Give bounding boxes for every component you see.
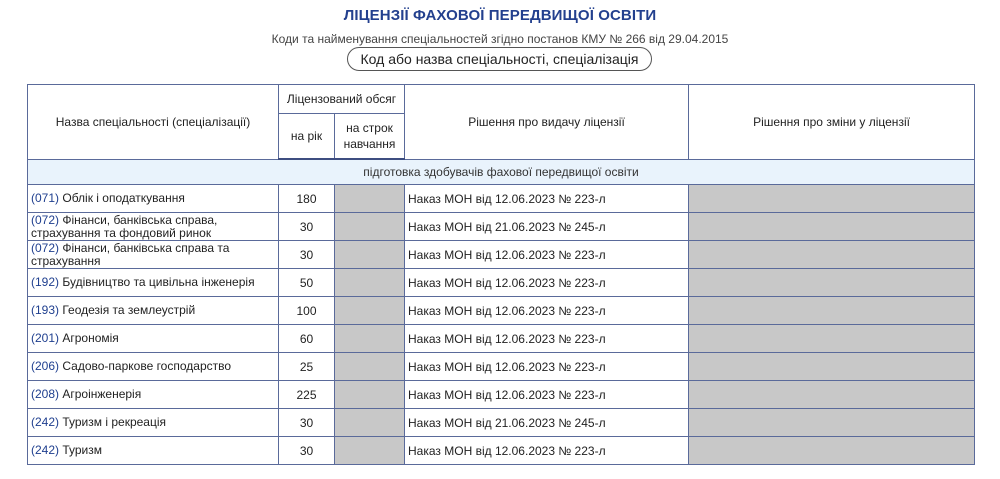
changes-cell: [689, 297, 975, 325]
col-header-per-term: на строк навчання: [335, 114, 405, 160]
table-row: [28, 297, 975, 325]
per-term-cell: [335, 213, 405, 241]
specialty-name: Агроінженерія: [62, 387, 142, 401]
specialty-code-link[interactable]: (208): [31, 387, 60, 401]
specialty-name: Туризм і рекреація: [62, 415, 166, 429]
specialty-cell: [28, 269, 279, 297]
per-year-cell: 30: [279, 409, 335, 437]
table-row: [28, 353, 975, 381]
display-mode-button[interactable]: Код або назва спеціальності, спеціалізація: [347, 47, 652, 71]
per-year-cell: 225: [279, 381, 335, 409]
table-row: [28, 185, 975, 213]
changes-cell: [689, 241, 975, 269]
changes-cell: [689, 409, 975, 437]
per-year-cell: 50: [279, 269, 335, 297]
specialty-name: Фінанси, банківська справа, страхування та фондовий ринок: [31, 212, 218, 240]
specialty-code-link[interactable]: (072): [31, 212, 60, 227]
specialty-name: Облік і оподаткування: [62, 191, 185, 205]
table-row: [28, 325, 975, 353]
decision-cell: Наказ МОН від 12.06.2023 № 223-л: [405, 241, 689, 269]
specialty-cell: [28, 185, 279, 213]
decision-cell: Наказ МОН від 12.06.2023 № 223-л: [405, 325, 689, 353]
specialty-cell: [28, 213, 279, 241]
decision-cell: Наказ МОН від 12.06.2023 № 223-л: [405, 437, 689, 465]
specialty-name: Туризм: [62, 443, 103, 457]
per-term-cell: [335, 381, 405, 409]
per-year-cell: 30: [279, 213, 335, 241]
col-header-changes: Рішення про зміни у ліцензії: [689, 85, 975, 160]
specialty-cell: [28, 381, 279, 409]
per-term-cell: [335, 241, 405, 269]
specialty-cell: [28, 241, 279, 269]
changes-cell: [689, 325, 975, 353]
col-header-name: Назва спеціальності (спеціалізації): [28, 85, 279, 160]
table-row: [28, 409, 975, 437]
changes-cell: [689, 353, 975, 381]
specialty-name: Садово-паркове господарство: [62, 359, 232, 373]
per-term-cell: [335, 269, 405, 297]
per-term-cell: [335, 325, 405, 353]
specialty-name: Фінанси, банківська справа та страхування: [31, 240, 230, 268]
per-term-cell: [335, 185, 405, 213]
changes-cell: [689, 185, 975, 213]
per-year-cell: 30: [279, 437, 335, 465]
table-row: [28, 241, 975, 269]
per-year-cell: 60: [279, 325, 335, 353]
specialty-code-link[interactable]: (071): [31, 191, 60, 205]
section-row: підготовка здобувачів фахової передвищої освіти: [28, 159, 975, 185]
changes-cell: [689, 437, 975, 465]
specialty-code-link[interactable]: (242): [31, 415, 60, 429]
table-row: [28, 213, 975, 241]
col-header-decision: Рішення про видачу ліцензії: [405, 85, 689, 160]
per-term-cell: [335, 297, 405, 325]
changes-cell: [689, 213, 975, 241]
specialty-name: Геодезія та землеустрій: [62, 303, 196, 317]
page-title: ЛІЦЕНЗІЇ ФАХОВОЇ ПЕРЕДВИЩОЇ ОСВІТИ: [343, 7, 657, 24]
specialty-cell: [28, 437, 279, 465]
per-year-cell: 25: [279, 353, 335, 381]
per-year-cell: 180: [279, 185, 335, 213]
table-row: [28, 269, 975, 297]
decision-cell: Наказ МОН від 12.06.2023 № 223-л: [405, 185, 689, 213]
per-year-cell: 30: [279, 241, 335, 269]
per-term-cell: [335, 353, 405, 381]
specialty-cell: [28, 409, 279, 437]
specialty-cell: [28, 353, 279, 381]
specialty-code-link[interactable]: (192): [31, 275, 60, 289]
decision-cell: Наказ МОН від 21.06.2023 № 245-л: [405, 213, 689, 241]
decision-cell: Наказ МОН від 12.06.2023 № 223-л: [405, 381, 689, 409]
per-term-cell: [335, 437, 405, 465]
changes-cell: [689, 381, 975, 409]
specialty-cell: [28, 325, 279, 353]
table-row: [28, 437, 975, 465]
page-subtitle: Коди та найменування спеціальностей згідно постанов КМУ № 266 від 29.04.2015: [271, 32, 729, 46]
per-term-cell: [335, 409, 405, 437]
specialty-code-link[interactable]: (201): [31, 331, 60, 345]
decision-cell: Наказ МОН від 12.06.2023 № 223-л: [405, 297, 689, 325]
specialty-code-link[interactable]: (072): [31, 240, 60, 255]
col-header-per-year: на рік: [279, 114, 335, 160]
specialty-code-link[interactable]: (206): [31, 359, 60, 373]
table-row: [28, 381, 975, 409]
specialty-cell: [28, 297, 279, 325]
decision-cell: Наказ МОН від 12.06.2023 № 223-л: [405, 353, 689, 381]
specialty-code-link[interactable]: (193): [31, 303, 60, 317]
specialty-code-link[interactable]: (242): [31, 443, 60, 457]
specialty-name: Агрономія: [62, 331, 119, 345]
licenses-table: [27, 84, 975, 465]
specialty-name: Будівництво та цивільна інженерія: [62, 275, 255, 289]
decision-cell: Наказ МОН від 21.06.2023 № 245-л: [405, 409, 689, 437]
changes-cell: [689, 269, 975, 297]
col-header-volume: Ліцензований обсяг: [279, 85, 405, 114]
per-year-cell: 100: [279, 297, 335, 325]
decision-cell: Наказ МОН від 12.06.2023 № 223-л: [405, 269, 689, 297]
